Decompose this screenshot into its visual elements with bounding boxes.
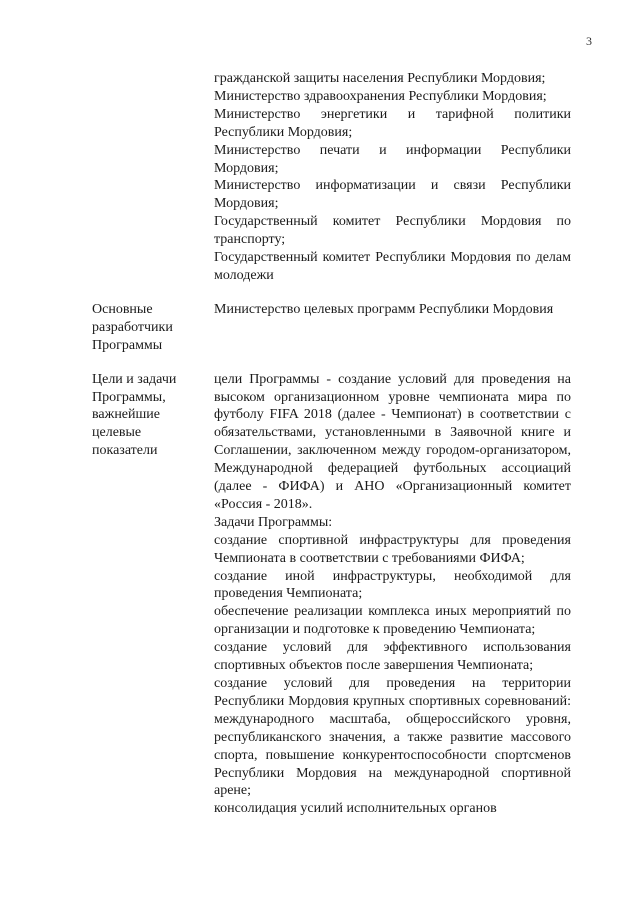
page-number: 3 [586, 34, 592, 48]
task-item: создание спортивной инфраструктуры для проведения Чемпионата в соответствии с требованиями ФИФА; [214, 532, 571, 566]
executors-label-cell [92, 70, 214, 285]
task-item: создание иной инфраструктуры, необходимой для проведения Чемпионата; [214, 568, 571, 602]
goals-text [214, 371, 571, 819]
goals-label [92, 371, 214, 819]
task-item: обеспечение реализации комплекса иных мероприятий по организации и подготовке к проведению Чемпионата; [214, 604, 571, 638]
task-item: создание условий для эффективного использования спортивных объектов после завершения Чемпионата; [214, 640, 571, 674]
program-passport-table [92, 70, 572, 818]
label-line: целевые [92, 425, 142, 441]
label-line: Цели и задачи [92, 371, 177, 387]
executor-item: гражданской защиты населения Республики Мордовия; [214, 71, 546, 86]
executor-item: Государственный комитет Республики Мордовия по делам молодежи [214, 250, 571, 283]
label-line: Программы, [92, 389, 166, 405]
developers-text [214, 301, 571, 355]
label-line: Основные [92, 301, 153, 317]
executor-item: Министерство печати и информации Республики Мордовия; [214, 142, 571, 176]
label-line: важнейшие [92, 407, 160, 423]
label-line: показатели [92, 443, 158, 459]
executor-item: Министерство здравоохранения Республики Мордовия; [214, 88, 547, 104]
executor-item: Государственный комитет Республики Мордовия по транспорту; [214, 214, 571, 248]
task-item: консолидация усилий исполнительных органов [214, 801, 497, 817]
executor-item: Министерство информатизации и связи Республики Мордовия; [214, 178, 571, 212]
executor-item: Министерство энергетики и тарифной политики Республики Мордовия; [214, 106, 571, 140]
label-line: разработчики [92, 319, 173, 335]
developers-row [92, 301, 572, 355]
tasks-heading: Задачи Программы: [214, 514, 333, 530]
executors-list [214, 70, 571, 285]
developer-item: Министерство целевых программ Республики Мордовия [214, 301, 554, 317]
executors-row [92, 70, 572, 285]
goals-row [92, 371, 572, 819]
goals-paragraph: цели Программы - создание условий для проведения на высоком организационном уровне чемпионата мира по футболу FIFA 2018 (далее - Чемпионат) в соответствии с обязательствами, установленными в Заявочной книге и Соглашении, заключенном между городом-организатором, Международной федерацией футбольных ассоциаций (далее - ФИФА) и АНО «Организационный комитет «Россия - 2018». [214, 371, 571, 512]
task-item: создание условий для проведения на территории Республики Мордовия крупных спортивных соревнований: международного масштаба, общероссийского уровня, республиканского значения, а также развитие массового спорта, повышение конкурентоспособности спортсменов Республики Мордовия на международной спортивной арене; [214, 676, 571, 799]
label-line: Программы [92, 337, 163, 353]
developers-label [92, 301, 214, 355]
